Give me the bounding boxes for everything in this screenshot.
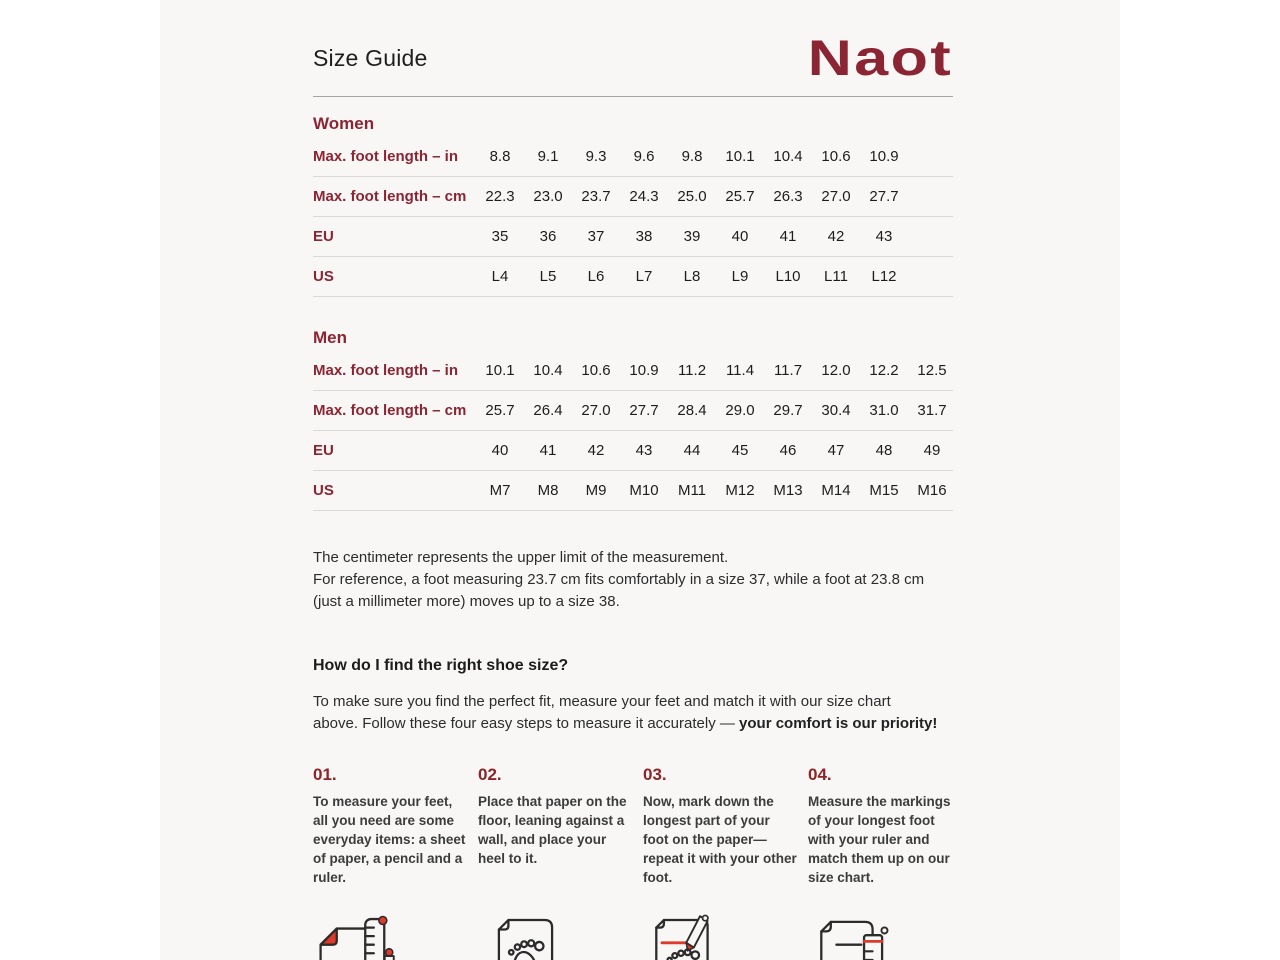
note-line: For reference, a foot measuring 23.7 cm fits comfortably in a size 37, while a foot at 23.8 cm xyxy=(313,571,925,588)
size-row xyxy=(313,351,953,391)
size-value: 27.7 xyxy=(869,188,899,205)
page-title: Size Guide xyxy=(313,44,428,71)
size-value: L12 xyxy=(871,268,897,285)
row-label: Max. foot length – in xyxy=(313,148,458,165)
note-line: The centimeter represents the upper limit of the measurement. xyxy=(313,549,729,566)
women-size-section xyxy=(313,114,953,297)
size-value: 23.7 xyxy=(581,188,611,205)
size-value: 26.3 xyxy=(773,188,803,205)
size-value: 12.2 xyxy=(869,362,899,379)
size-value: 10.1 xyxy=(725,148,755,165)
size-value: 11.2 xyxy=(677,362,707,379)
step-icons-row xyxy=(313,913,953,960)
size-value: 25.0 xyxy=(677,188,707,205)
size-value: 42 xyxy=(587,442,605,459)
size-value: L9 xyxy=(731,268,749,285)
size-value: 39 xyxy=(683,228,701,245)
size-value: 42 xyxy=(827,228,845,245)
men-size-table xyxy=(313,351,953,511)
size-value: 43 xyxy=(875,228,893,245)
size-value: 25.7 xyxy=(485,402,515,419)
size-value: 11.7 xyxy=(773,362,803,379)
howto-paragraph xyxy=(313,691,953,735)
size-value: 41 xyxy=(539,442,557,459)
size-guide-page xyxy=(160,0,1120,960)
size-value: 40 xyxy=(731,228,749,245)
step-3 xyxy=(643,765,798,887)
note-line: (just a millimeter more) moves up to a size 38. xyxy=(313,593,620,610)
size-value: M11 xyxy=(677,482,707,499)
size-row xyxy=(313,137,953,177)
size-value: L4 xyxy=(491,268,509,285)
size-value: 9.3 xyxy=(585,148,607,165)
size-value: 10.9 xyxy=(629,362,659,379)
step-1 xyxy=(313,765,468,887)
paper-ruler-pencil-icon xyxy=(313,913,468,960)
step-4-number: 04. xyxy=(808,765,832,784)
size-value: 46 xyxy=(779,442,797,459)
size-row xyxy=(313,257,953,297)
row-label: Max. foot length – in xyxy=(313,362,458,379)
size-value: 29.7 xyxy=(773,402,803,419)
size-row xyxy=(313,177,953,217)
size-value: M15 xyxy=(869,482,899,499)
size-value: 44 xyxy=(683,442,701,459)
size-value: 43 xyxy=(635,442,653,459)
size-value: 10.9 xyxy=(869,148,899,165)
size-value: 9.6 xyxy=(633,148,655,165)
size-value: M14 xyxy=(821,482,851,499)
size-value: 48 xyxy=(875,442,893,459)
size-value: 10.1 xyxy=(485,362,515,379)
step-2-text: Place that paper on the floor, leaning against a wall, and place your heel to it. xyxy=(478,794,627,866)
size-value: L10 xyxy=(775,268,801,285)
steps-grid xyxy=(313,765,953,887)
size-value: 10.6 xyxy=(821,148,851,165)
size-value: 27.0 xyxy=(581,402,611,419)
step-2-number: 02. xyxy=(478,765,502,784)
row-label: US xyxy=(313,482,334,499)
size-value: 10.4 xyxy=(773,148,803,165)
step-1-number: 01. xyxy=(313,765,337,784)
size-value: 12.5 xyxy=(917,362,947,379)
size-value: 31.0 xyxy=(869,402,899,419)
size-value: L6 xyxy=(587,268,605,285)
howto-heading: How do I find the right shoe size? xyxy=(313,657,569,674)
size-value: 25.7 xyxy=(725,188,755,205)
size-value: M9 xyxy=(585,482,607,499)
row-label: Max. foot length – cm xyxy=(313,188,467,205)
measurement-notes xyxy=(313,547,953,613)
size-value: 11.4 xyxy=(725,362,755,379)
size-value: 36 xyxy=(539,228,557,245)
header-divider xyxy=(313,96,953,97)
howto-line1: To make sure you find the perfect fit, measure your feet and match it with our size chart xyxy=(313,693,891,710)
size-value: 29.0 xyxy=(725,402,755,419)
size-value: 8.8 xyxy=(489,148,511,165)
step-3-text: Now, mark down the longest part of your foot on the paper—repeat it with your other foot. xyxy=(643,794,797,885)
size-row xyxy=(313,391,953,431)
size-value: 30.4 xyxy=(821,402,851,419)
size-row xyxy=(313,431,953,471)
size-value: 23.0 xyxy=(533,188,563,205)
row-label: Max. foot length – cm xyxy=(313,402,467,419)
size-value: 10.6 xyxy=(581,362,611,379)
size-value: 24.3 xyxy=(629,188,659,205)
size-value: M12 xyxy=(725,482,755,499)
row-label: US xyxy=(313,268,334,285)
size-row xyxy=(313,217,953,257)
size-value: 47 xyxy=(827,442,845,459)
size-value: M10 xyxy=(629,482,659,499)
size-value: 31.7 xyxy=(917,402,947,419)
row-label: EU xyxy=(313,442,334,459)
size-value: 12.0 xyxy=(821,362,851,379)
size-value: M16 xyxy=(917,482,947,499)
step-2 xyxy=(478,765,633,887)
naot-logo: Naot xyxy=(807,30,953,86)
size-value: 9.8 xyxy=(681,148,703,165)
size-value: 28.4 xyxy=(677,402,707,419)
size-value: 9.1 xyxy=(537,148,559,165)
size-value: L8 xyxy=(683,268,701,285)
women-section-title: Women xyxy=(313,114,375,133)
size-value: 10.4 xyxy=(533,362,563,379)
size-value: 45 xyxy=(731,442,749,459)
size-value: 27.0 xyxy=(821,188,851,205)
size-value: 27.7 xyxy=(629,402,659,419)
howto-line2-normal: above. Follow these four easy steps to measure it accurately — xyxy=(313,715,740,732)
size-value: 37 xyxy=(587,228,605,245)
size-value: 40 xyxy=(491,442,509,459)
howto-line2-bold: your comfort is our priority! xyxy=(739,715,938,732)
size-value: M13 xyxy=(773,482,803,499)
content-area xyxy=(313,32,953,960)
mark-foot-with-pencil-icon xyxy=(643,913,798,960)
men-section-title: Men xyxy=(313,328,347,347)
row-label: EU xyxy=(313,228,334,245)
size-value: 41 xyxy=(779,228,797,245)
size-value: 49 xyxy=(923,442,941,459)
howto-line2 xyxy=(313,713,953,735)
size-value: M8 xyxy=(537,482,559,499)
size-value: 22.3 xyxy=(485,188,515,205)
step-4-text: Measure the markings of your longest foot with your ruler and match them up on our size chart. xyxy=(808,794,951,885)
size-value: L11 xyxy=(824,268,848,285)
measure-markings-ruler-icon xyxy=(808,913,963,960)
men-size-section xyxy=(313,328,953,511)
size-row xyxy=(313,471,953,511)
size-value: 38 xyxy=(635,228,653,245)
size-value: M7 xyxy=(489,482,511,499)
size-value: L7 xyxy=(635,268,653,285)
step-3-number: 03. xyxy=(643,765,667,784)
step-4 xyxy=(808,765,963,887)
women-size-table xyxy=(313,137,953,297)
size-value: 35 xyxy=(491,228,509,245)
size-value: L5 xyxy=(539,268,557,285)
paper-against-wall-footprint-icon xyxy=(478,913,633,960)
size-value: 26.4 xyxy=(533,402,563,419)
step-1-text: To measure your feet, all you need are some everyday items: a sheet of paper, a pencil and a ruler. xyxy=(313,794,466,885)
header xyxy=(313,32,953,84)
